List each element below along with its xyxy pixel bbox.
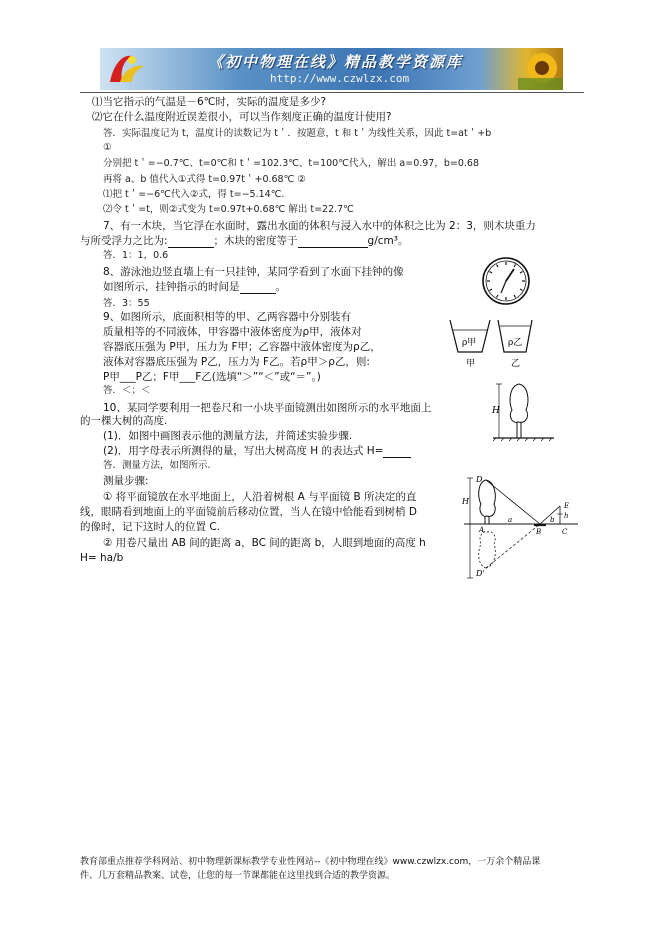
clock-minute-hand bbox=[501, 281, 506, 293]
step-text: 线，眼睛看到地面上的平面镜前后移动位置，当人在镜中恰能看到树梢 D bbox=[80, 506, 417, 518]
question-text: 如图所示，挂钟指示的时间是 bbox=[103, 281, 240, 293]
step-text: 的像时，记下这时人的位置 C. bbox=[80, 521, 221, 533]
container-label-yi: 乙 bbox=[511, 359, 521, 369]
label-b: B bbox=[536, 528, 542, 536]
mirror-figure bbox=[462, 474, 580, 582]
label-d-image: D' bbox=[476, 569, 485, 578]
footer-line: 件、几万套精品教案、试卷，让您的每一节课都能在这里找到合适的教学资源。 bbox=[80, 871, 396, 881]
answer-text: 答．＜；＜ bbox=[103, 385, 151, 396]
header-banner bbox=[100, 48, 563, 90]
label-dist-h: h bbox=[564, 512, 569, 520]
step-text: ② 用卷尺量出 AB 间的距离 a，BC 间的距离 b，人眼到地面的高度 h bbox=[103, 537, 426, 549]
answer-text: 再将 a、b 值代入①式得 t=0.97t＇+0.68℃ ② bbox=[103, 174, 306, 185]
container-label-jia: 甲 bbox=[466, 359, 476, 369]
header-rule bbox=[80, 92, 584, 93]
label-c: C bbox=[562, 528, 568, 536]
density-label-jia: ρ甲 bbox=[462, 338, 477, 348]
equation-number: ① bbox=[103, 142, 112, 153]
containers-figure bbox=[444, 312, 536, 372]
tree-height-label: H bbox=[492, 406, 500, 416]
answer-text: 答．1：1，0.6 bbox=[103, 250, 169, 261]
question-text: 质量相等的不同液体，甲容器中液体密度为ρ甲，液体对 bbox=[103, 326, 362, 338]
answer-blank bbox=[383, 447, 411, 458]
unit-text: g/cm³。 bbox=[367, 235, 409, 247]
answer-blank bbox=[298, 237, 368, 248]
question-text: 。 bbox=[275, 281, 286, 293]
question-text: (2)．用字母表示所测得的量，写出大树高度 H 的表达式 H= bbox=[103, 445, 384, 457]
banner-url[interactable]: http://www.czwlzx.com bbox=[270, 72, 410, 85]
clock-figure bbox=[480, 255, 532, 307]
answer-text: ⑵令 t＇=t，则②式变为 t=0.97t+0.68℃ 解出 t=22.7℃ bbox=[103, 204, 354, 215]
question-text: 容器底压强为 P甲，压力为 F甲；乙容器中液体密度为ρ乙， bbox=[103, 341, 381, 353]
label-height-h: H bbox=[462, 497, 469, 506]
answer-text: 答．测量方法，如图所示. bbox=[103, 460, 211, 471]
label-dist-b: b bbox=[550, 516, 555, 524]
answer-text: ⑴把 t＇=−6℃代入②式，得 t=−5.14℃. bbox=[103, 189, 285, 200]
question-text bbox=[103, 444, 411, 458]
label-d-top: D bbox=[476, 475, 483, 484]
answer-text: 分别把 t＇=−0.7℃、t=0℃和 t＇=102.3℃、t=100℃代入，解出 a=0.97，b=0.68 bbox=[103, 158, 479, 169]
question-text: ；木块的密度等于 bbox=[213, 235, 298, 247]
question-text bbox=[103, 280, 286, 294]
question-text: ⑵它在什么温度附近误差很小，可以当作刻度正确的温度计使用? bbox=[92, 111, 392, 123]
label-e: E bbox=[564, 502, 570, 510]
answer-text: 答．实际温度记为 t，温度计的读数记为 t＇．按题意，t 和 t＇为线性关系，因此 t=at＇+b bbox=[103, 128, 492, 139]
question-text: 的一棵大树的高度. bbox=[80, 415, 168, 427]
question-text: (1)．如图中画图表示他的测量方法，并简述实验步骤. bbox=[103, 430, 353, 442]
banner-title: 《初中物理在线》精品教学资源库 bbox=[208, 53, 464, 71]
tree-figure bbox=[488, 380, 558, 442]
clock-hour-hand bbox=[506, 269, 514, 281]
formula-text: H= ha/b bbox=[80, 552, 124, 564]
question-text: ⑴当它指示的气温是－6℃时，实际的温度是多少? bbox=[92, 96, 327, 108]
question-text: 8、游泳池边竖直墙上有一只挂钟，某同学看到了水面下挂钟的像 bbox=[103, 266, 404, 278]
answer-blank bbox=[168, 237, 214, 248]
answer-blank bbox=[240, 283, 276, 294]
steps-heading: 测量步骤: bbox=[103, 475, 149, 487]
density-label-yi: ρ乙 bbox=[508, 338, 523, 348]
footer-line: 教育部重点推荐学科网站、初中物理新课标教学专业性网站--《初中物理在线》www.czwlzx.com，一万余个精品课 bbox=[80, 857, 541, 867]
answer-text: 答．3：55 bbox=[103, 298, 150, 309]
question-text: 10、某同学要利用一把卷尺和一小块平面镜测出如图所示的水平地面上 bbox=[103, 402, 432, 414]
label-a: A bbox=[479, 526, 485, 534]
step-text: ① 将平面镜放在水平地面上，人沿着树根 A 与平面镜 B 所决定的直 bbox=[103, 491, 417, 503]
logo-icon bbox=[106, 52, 146, 86]
question-text: 9、如图所示，底面积相等的甲、乙两容器中分别装有 bbox=[103, 311, 352, 323]
label-dist-a: a bbox=[508, 516, 513, 524]
question-text: 7、有一木块，当它浮在水面时，露出水面的体积与浸入水中的体积之比为 2：3，则木块重力 bbox=[103, 220, 536, 232]
question-text bbox=[80, 234, 408, 248]
sunflower-icon bbox=[518, 48, 563, 90]
question-text: 液体对容器底压强为 P乙，压力为 F乙。若ρ甲＞ρ乙，则: bbox=[103, 356, 370, 368]
question-text: 与所受浮力之比为: bbox=[80, 235, 168, 247]
question-text: P甲___P乙；F甲___F乙(选填“＞”“＜”或“＝”。) bbox=[103, 371, 321, 383]
